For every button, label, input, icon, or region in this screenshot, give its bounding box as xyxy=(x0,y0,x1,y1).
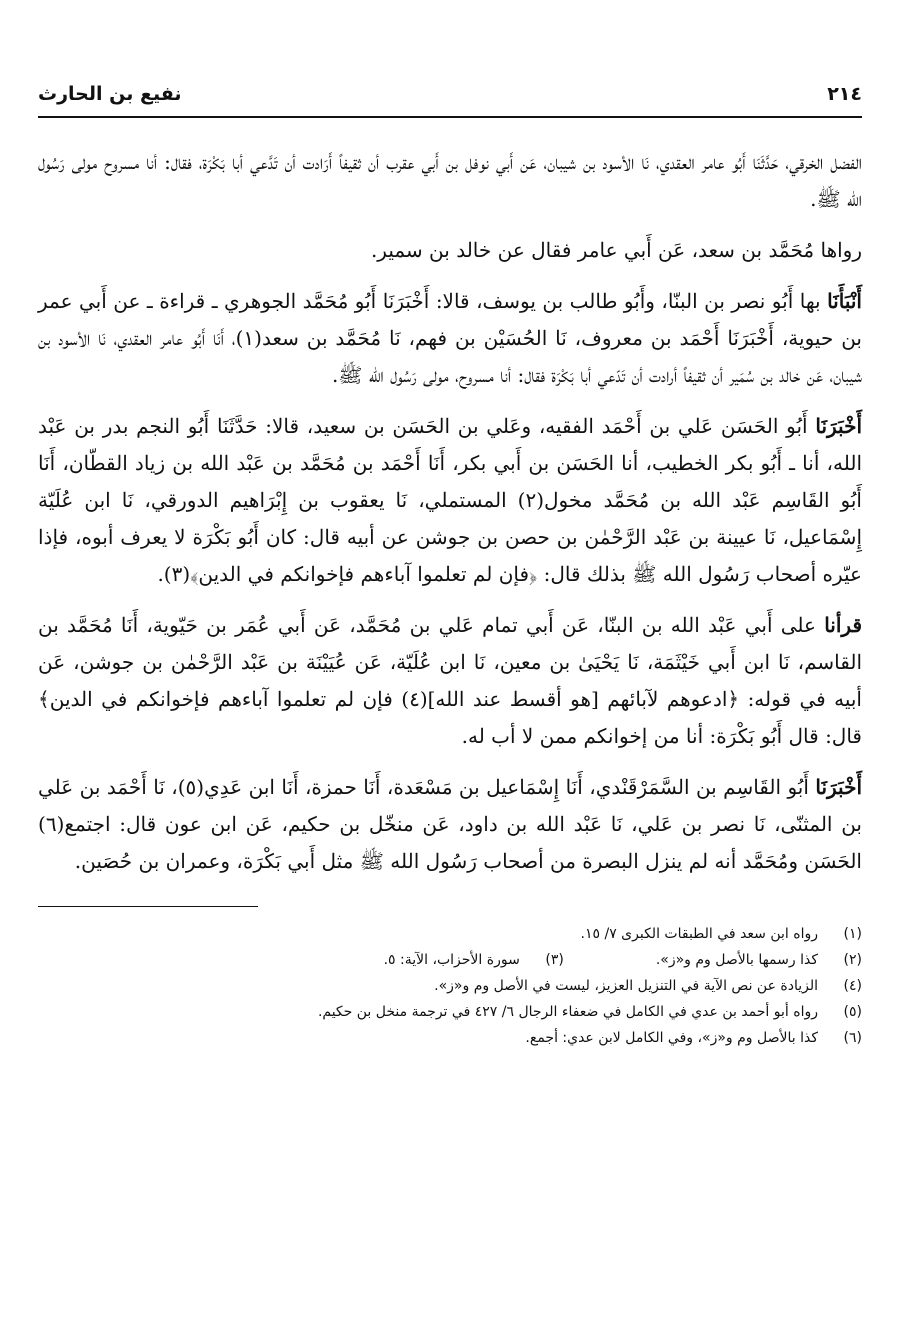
footnote-text: سورة الأحزاب، الآية: ٥. xyxy=(383,952,520,968)
footnote-text: رواه ابن سعد في الطبقات الكبرى ٧/ ١٥. xyxy=(580,926,818,942)
paragraph-lead: أَنْبَأَنَا xyxy=(827,289,862,313)
paragraph-text: الفضل الخرقي، حَدَّثَنَا أَبُو عامر العقدي، نَا الأسود بن شيبان، عَن أَبي نوفل بن أَبي عقرب أن ثقيفاً أَرَادت أن تَدَّعي أبا بَكْرَة، فقال: أنا مسروح مولى رَسُول الله ﷺ. xyxy=(38,150,862,211)
footnote-number: (٤) xyxy=(843,978,862,994)
footnote xyxy=(38,921,862,947)
footnote xyxy=(38,947,862,973)
paragraph xyxy=(38,144,862,218)
running-title: نفيع بن الحارث xyxy=(38,83,182,105)
footnote-number: (١) xyxy=(843,926,862,942)
paragraph xyxy=(38,607,862,755)
page-header xyxy=(38,78,862,110)
header-rule xyxy=(38,116,862,118)
paragraph-lead: قرأنا xyxy=(824,613,862,637)
page xyxy=(38,78,862,1051)
paragraph-text: أَبُو الحَسَن عَلي بن أَحْمَد الفقيه، وعَلي بن الحَسَن بن سعيد، قالا: حَدَّثَنَا أَبُو النجم بدر بن عَبْد الله، أنا ـ أَبُو بكر الخطيب، أنا الحَسَن بن أَبي بكر، أَنَا أَحْمَد بن مُحَمَّد بن عَبْد الله بن زياد القطّان، أَنَا أَبُو القَاسِم عَبْد الله بن مُحَمَّد مخول(٢) المستملي، نَا يعقوب بن إِبْرَاهيم الدورقي، نَا ابن عُلَيّة إِسْمَاعيل، نَا عيينة بن عَبْد الرَّحْمٰن بن حصن بن جوشن عن أبيه قال: كان أَبُو بَكْرَة لا يعرف أبوه، فإذا عيّره أصحاب رَسُول الله ﷺ بذلك قال: ﴿فإن لم تعلموا آباءهم فإخوانكم في الدين﴾(٣). xyxy=(38,414,862,586)
paragraph xyxy=(38,283,862,394)
paragraph-text: رواها مُحَمَّد بن سعد، عَن أَبي عامر فقال عن خالد بن سمير. xyxy=(370,238,862,262)
footnote-text: رواه أبو أحمد بن عدي في الكامل في ضعفاء الرجال ٦/ ٤٢٧ في ترجمة منخل بن حكيم. xyxy=(317,1004,818,1020)
main-text xyxy=(38,144,862,880)
footnote-text: كذا بالأصل وم و«ز»، وفي الكامل لابن عدي: أجمع. xyxy=(525,1030,818,1046)
page-number: ٢١٤ xyxy=(827,83,862,105)
paragraph-lead: أَخْبَرَنَا xyxy=(815,775,862,799)
footnote-number: (٦) xyxy=(843,1030,862,1046)
footnote xyxy=(38,999,862,1025)
footnote-number: (٣) xyxy=(545,952,564,968)
footnote-spacer xyxy=(580,947,640,973)
paragraph-text: على أَبي عَبْد الله بن البنّا، عَن أَبي تمام عَلي بن مُحَمَّد، عَن أَبي عُمَر بن حَيّوية، أَنَا مُحَمَّد بن القاسم، نَا ابن أَبي خَيْثَمَة، نَا يَحْيَىٰ بن معين، نَا ابن عُلَيّة، عَن عُيَيْنَة بن عَبْد الرَّحْمٰن بن جوشن، عَن أبيه في قوله: ﴿ادعوهم لآبائهم [هو أقسط عند الله](٤) فإن لم تعلموا آباءهم فإخوانكم في الدين﴾ قال: قال أَبُو بَكْرَة: أنا من إخوانكم ممن لا أب له. xyxy=(38,613,862,748)
paragraph xyxy=(38,408,862,593)
paragraph-text: أَبُو القَاسِم بن السَّمَرْقَنْدي، أَنَا إِسْمَاعيل بن مَسْعَدة، أَنَا حمزة، أَنَا ابن عَدِي(٥)، نَا أَحْمَد بن عَلي بن المثنّى، نَا نصر بن عَلي، نَا عَبْد الله بن داود، عَن منخّل بن حكيم، عَن ابن عون قال: اجتمع(٦) الحَسَن ومُحَمَّد أنه لم ينزل البصرة من أصحاب رَسُول الله ﷺ مثل أَبي بَكْرَة، وعمران بن حُصَين. xyxy=(38,775,862,873)
paragraph-lead: أَخْبَرَنَا xyxy=(815,414,862,438)
footnote-number: (٥) xyxy=(843,1004,862,1020)
footnote xyxy=(38,973,862,999)
footnote-number: (٢) xyxy=(843,952,862,968)
footnote-text: كذا رسمها بالأصل وم و«ز». xyxy=(655,952,818,968)
footnotes xyxy=(38,921,862,1051)
paragraph-text: بها أَبُو نصر بن البنّا، وأَبُو طالب بن يوسف، قالا: أَخْبَرَنَا أَبُو مُحَمَّد الجوهري ـ قراءة ـ عن أَبي عمر بن حيوية، أَخْبَرَنَا أَحْمَد بن معروف، نَا الحُسَيْن بن فهم، نَا مُحَمَّد بن سعد(١)، أَنَا أَبُو عامر العقدي، نَا الأسود بن شيبان، عَن خالد بن سُمَير أن ثقيفاً أرادت أن تَدّعي أبا بَكْرَة فقال: أنا مسروح، مولى رَسُول الله ﷺ. xyxy=(38,289,862,387)
footnote xyxy=(38,1025,862,1051)
paragraph xyxy=(38,769,862,880)
footnote-rule xyxy=(38,906,258,907)
paragraph xyxy=(38,232,862,269)
footnote-text: الزيادة عن نص الآية في التنزيل العزيز، ليست في الأصل وم و«ز». xyxy=(434,978,818,994)
